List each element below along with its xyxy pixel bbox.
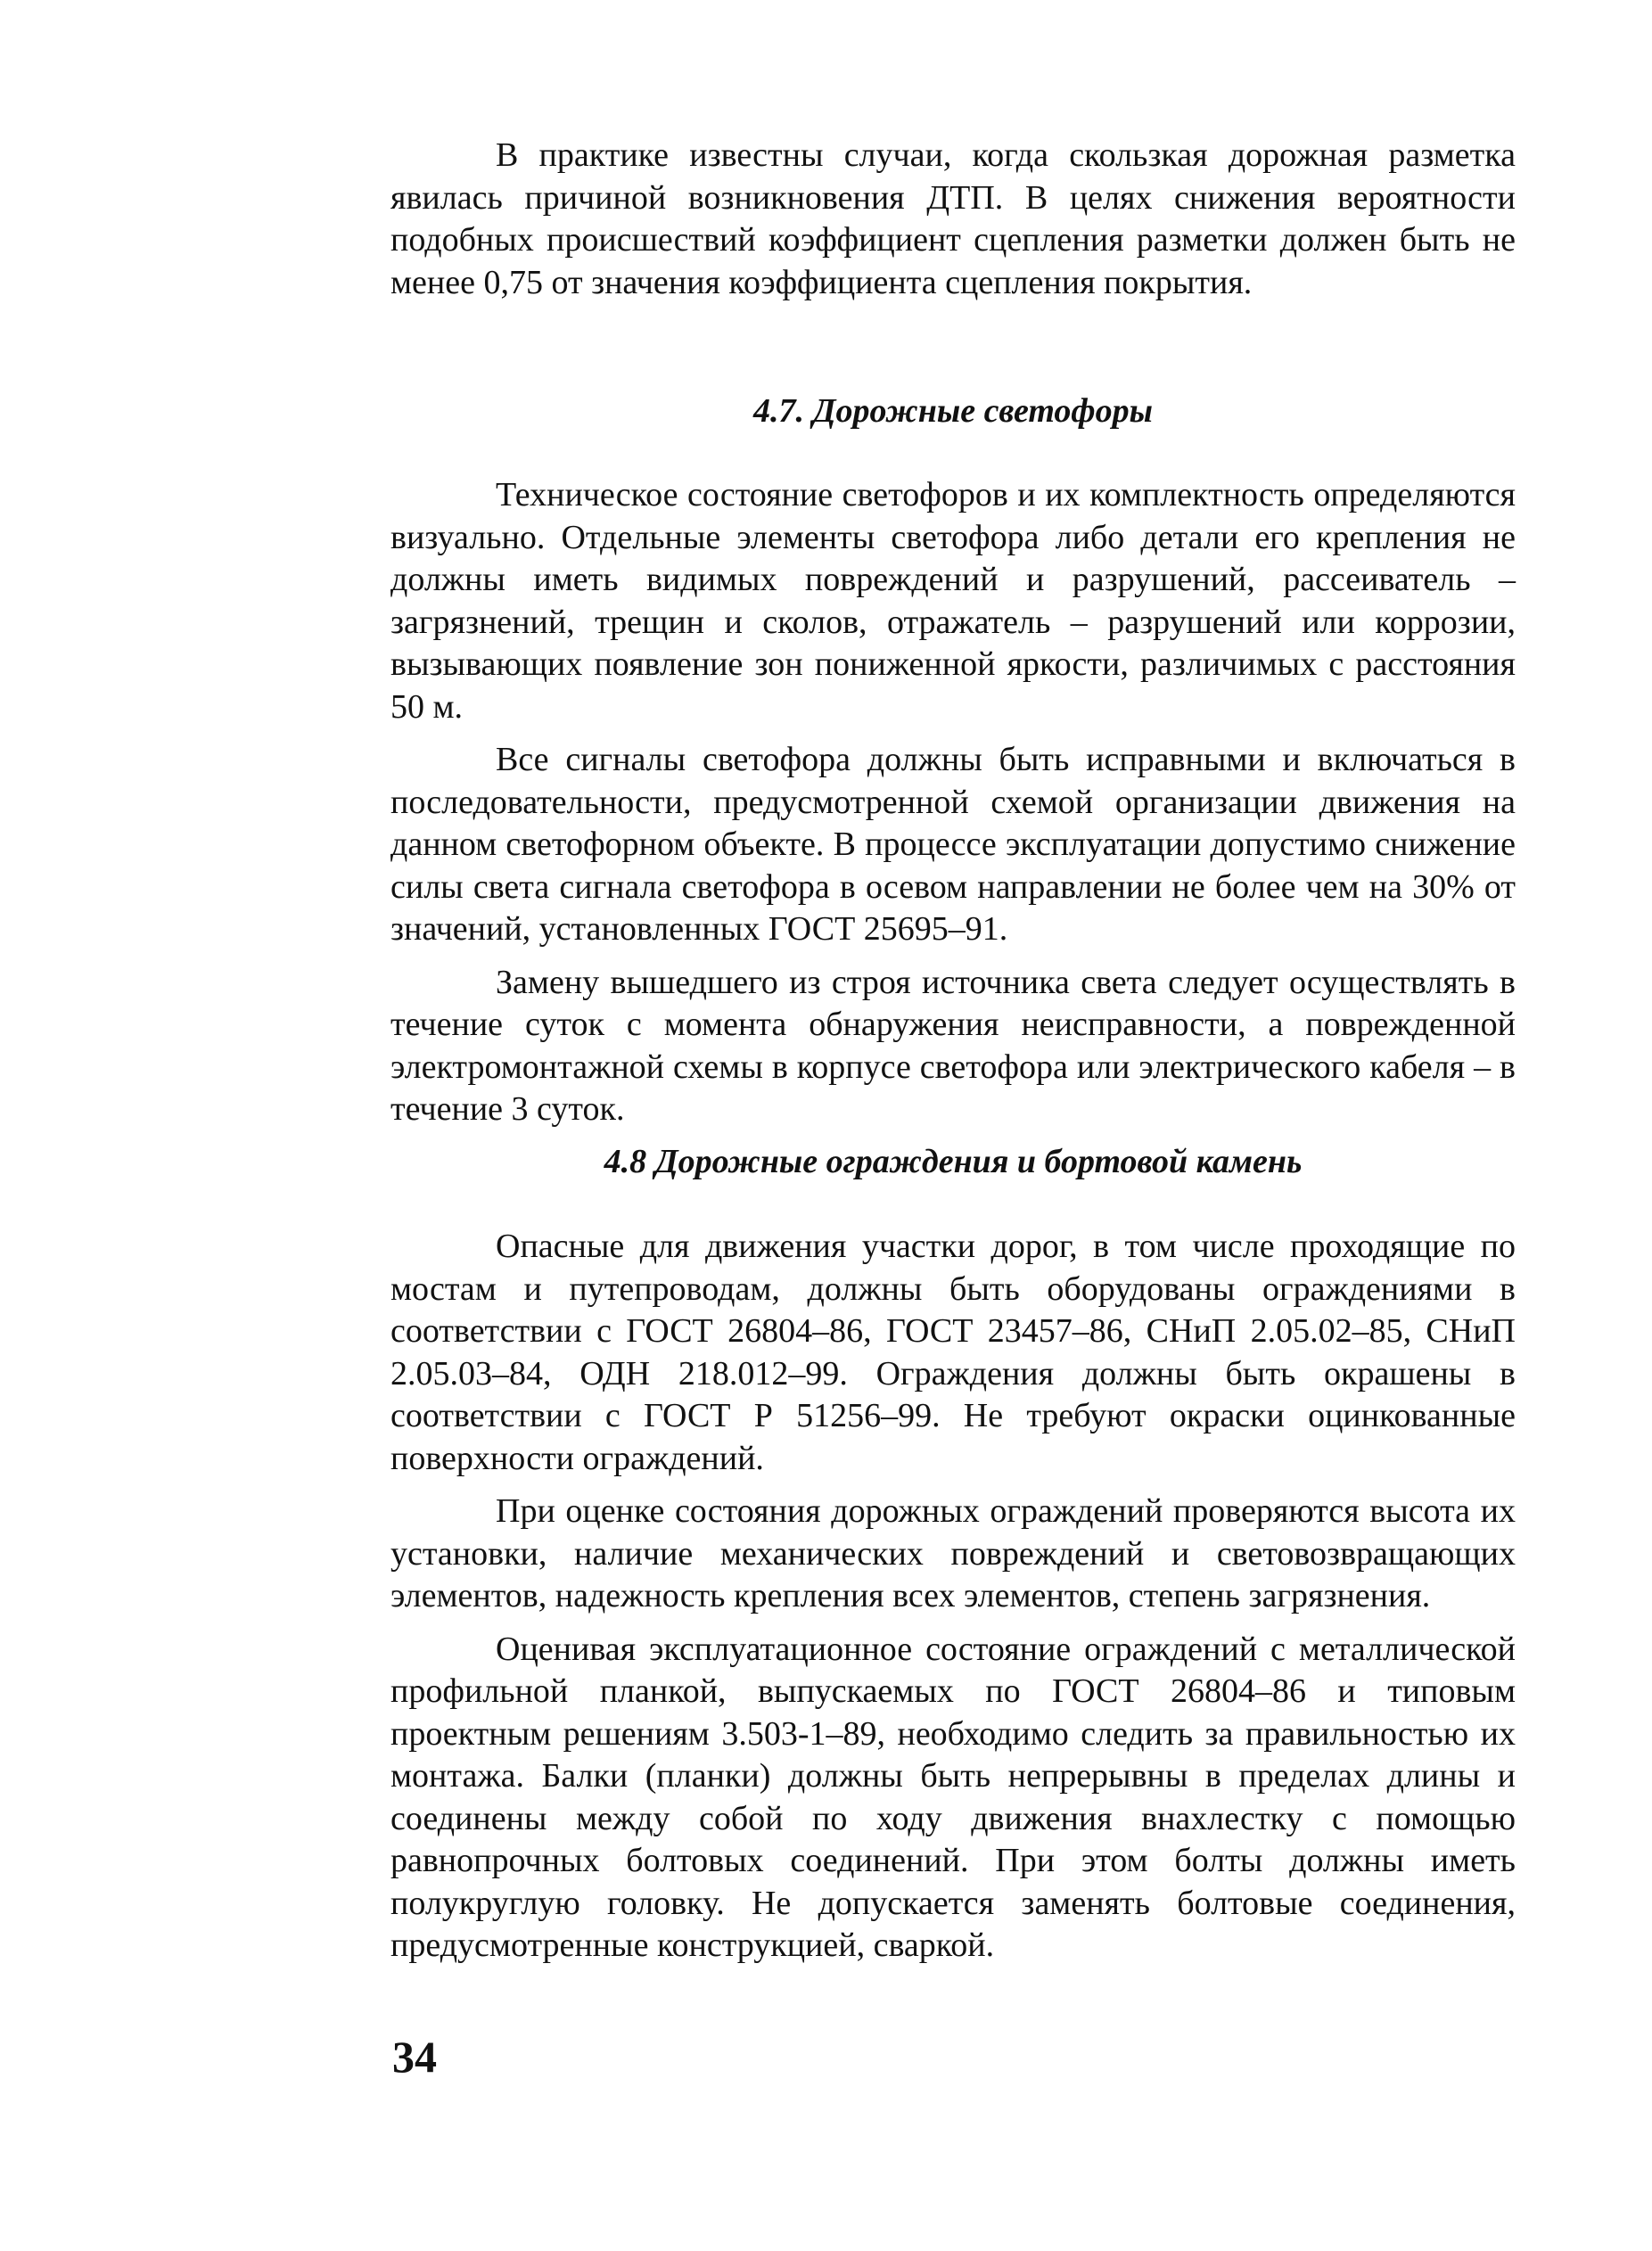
paragraph-barriers-inspection: При оценке состояния дорожных ограждений проверяются высота их установки, наличие механических повреждений и световозвращающих элементов, надежность крепления всех элементов, степень загрязнения. bbox=[390, 1492, 1516, 1614]
paragraph-metal-barriers: Оценивая эксплуатационное состояние ограждений с металлической профильной планкой, выпускаемых по ГОСТ 26804–86 и типовым проектным решениям 3.503-1–89, необходимо следить за правильностью их монтажа. Балки (планки) должны быть непрерывны в пределах длины и соединены между собой по ходу движения внахлестку с помощью равнопрочных болтовых соединений. При этом болты должны иметь полукруглую головку. Не допускается заменять болтовые соединения, предусмотренные конструкцией, сваркой. bbox=[390, 1630, 1516, 1964]
page-number: 34 bbox=[392, 2032, 437, 2082]
section-intro bbox=[390, 135, 1516, 304]
paragraph-barriers-requirements: Опасные для движения участки дорог, в том числе проходящие по мостам и путепроводам, должны быть оборудованы ограждениями в соответствии с ГОСТ 26804–86, ГОСТ 23457–86, СНиП 2.05.02–85, СНиП 2.05.03–84, ОДН 218.012–99. Ограждения должны быть окрашены в соответствии с ГОСТ Р 51256–99. Не требуют окраски оцинкованные поверхности ограждений. bbox=[390, 1228, 1516, 1477]
paragraph-light-source-replacement: Замену вышедшего из строя источника света следует осуществлять в течение суток с момента обнаружения неисправности, а поврежденной электромонтажной схемы в корпусе светофора или электрического кабеля – в течение 3 суток. bbox=[390, 963, 1516, 1128]
paragraph-traffic-light-signals: Все сигналы светофора должны быть исправными и включаться в последовательности, предусмотренной схемой организации движения на данном светофорном объекте. В процессе эксплуатации допустимо снижение силы света сигнала светофора в осевом направлении не более чем на 30% от значений, установленных ГОСТ 25695–91. bbox=[390, 741, 1516, 948]
section-road-barriers bbox=[390, 1226, 1516, 1968]
section-traffic-lights bbox=[390, 474, 1516, 1131]
paragraph-traffic-light-condition: Техническое состояние светофоров и их комплектность определяются визуально. Отдельные элементы светофора либо детали его крепления не должны иметь видимых повреждений и разрушений, рассеиватель – загрязнений, трещин и сколов, отражатель – разрушений или коррозии, вызывающих появление зон пониженной яркости, различимых с расстояния 50 м. bbox=[390, 476, 1516, 726]
heading-traffic-lights: 4.7. Дорожные светофоры bbox=[753, 392, 1153, 430]
paragraph-road-marking-friction: В практике известны случаи, когда скользкая дорожная разметка явилась причиной возникновения ДТП. В целях снижения вероятности подобных происшествий коэффициент сцепления разметки должен быть не менее 0,75 от значения коэффициента сцепления покрытия. bbox=[390, 136, 1516, 301]
heading-road-barriers: 4.8 Дорожные ограждения и бортовой камень bbox=[604, 1143, 1303, 1180]
